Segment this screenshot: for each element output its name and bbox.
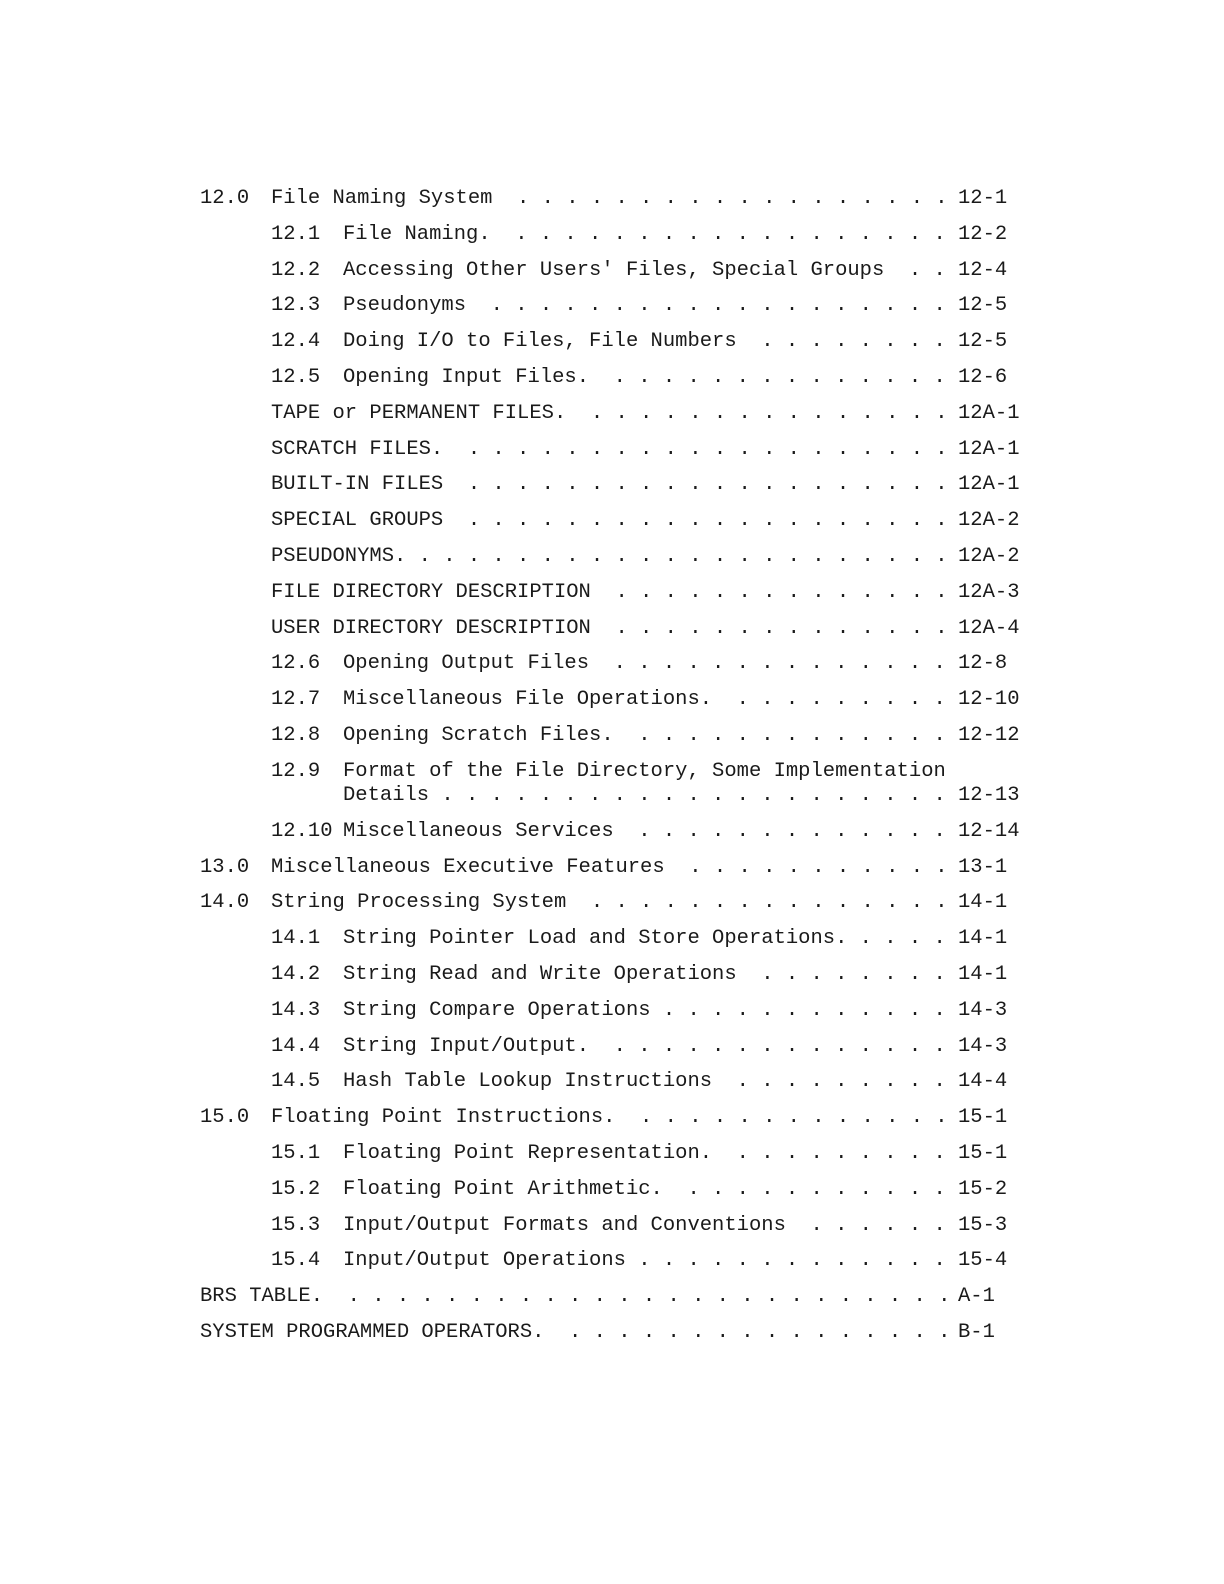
section-title: SPECIAL GROUPS . . . bbox=[271, 503, 952, 539]
table-of-contents bbox=[0, 181, 1224, 1351]
section-title: Input/Output Operations . . . bbox=[343, 1243, 952, 1279]
page-number: 14-4 bbox=[958, 1070, 1008, 1094]
section-title: SCRATCH FILES. . . . bbox=[271, 432, 952, 468]
toc-entry-special-groups bbox=[0, 503, 1224, 539]
section-title: Hash Table Lookup Instructions . . . bbox=[343, 1064, 952, 1100]
section-number: 12.1 bbox=[271, 222, 321, 246]
page-number: 15-2 bbox=[958, 1177, 1008, 1201]
section-number: 14.1 bbox=[271, 927, 321, 951]
section-number: 15.1 bbox=[271, 1141, 321, 1165]
toc-entry-14-5 bbox=[0, 1064, 1224, 1100]
section-number: 12.6 bbox=[271, 652, 321, 676]
section-number: 12.0 bbox=[200, 187, 250, 210]
section-number: 12.2 bbox=[271, 258, 321, 282]
toc-entry-user-directory-description bbox=[0, 611, 1224, 647]
toc-entry-15-3 bbox=[0, 1208, 1224, 1244]
page-number: 14-1 bbox=[958, 891, 1008, 915]
page-number: 15-1 bbox=[958, 1141, 1008, 1165]
page-number: 14-1 bbox=[958, 927, 1008, 951]
toc-entry-12-10 bbox=[0, 814, 1224, 850]
toc-entry-tape-permanent-files bbox=[0, 396, 1224, 432]
section-title: File Naming System . . . bbox=[271, 181, 952, 217]
section-title: Doing I/O to Files, File Numbers . . . bbox=[343, 324, 952, 360]
section-number: 15.4 bbox=[271, 1249, 321, 1273]
toc-entry-12-4 bbox=[0, 324, 1224, 360]
page-number: 12-6 bbox=[958, 365, 1008, 389]
section-number: 12.8 bbox=[271, 723, 321, 747]
section-number: 15.2 bbox=[271, 1177, 321, 1201]
page-number: B-1 bbox=[958, 1320, 995, 1344]
section-number: 15.3 bbox=[271, 1213, 321, 1237]
toc-entry-12-9 bbox=[0, 754, 1224, 814]
page-number: 12A-1 bbox=[958, 401, 1020, 425]
toc-entry-14-4 bbox=[0, 1029, 1224, 1065]
page-number: 12A-2 bbox=[958, 509, 1020, 533]
page-number: 12A-1 bbox=[958, 473, 1020, 497]
section-title: Opening Scratch Files. . . . bbox=[343, 718, 952, 754]
section-number: 14.3 bbox=[271, 998, 321, 1022]
section-title: Floating Point Representation. . . . bbox=[343, 1136, 952, 1172]
page-number: 12-10 bbox=[958, 688, 1020, 712]
page-number: 12-4 bbox=[958, 258, 1008, 282]
section-title: USER DIRECTORY DESCRIPTION . . . bbox=[271, 611, 952, 647]
section-number: 13.0 bbox=[200, 855, 250, 879]
toc-entry-12-3 bbox=[0, 288, 1224, 324]
section-title: Accessing Other Users' Files, Special Groups . . . bbox=[343, 253, 952, 289]
section-number: 14.0 bbox=[200, 891, 250, 915]
section-title: FILE DIRECTORY DESCRIPTION . . . bbox=[271, 575, 952, 611]
section-title: Pseudonyms . . . bbox=[343, 288, 952, 324]
section-number: 12.7 bbox=[271, 688, 321, 712]
page-number: 12-1 bbox=[958, 187, 1008, 210]
toc-entry-12-5 bbox=[0, 360, 1224, 396]
section-title: Floating Point Arithmetic. . . . bbox=[343, 1172, 952, 1208]
page-number: 12-12 bbox=[958, 723, 1020, 747]
page-number: 12-5 bbox=[958, 330, 1008, 354]
toc-entry-15-1 bbox=[0, 1136, 1224, 1172]
toc-entry-12-1 bbox=[0, 217, 1224, 253]
page-number: 12A-2 bbox=[958, 544, 1020, 568]
toc-entry-15-2 bbox=[0, 1172, 1224, 1208]
page-number: 12-8 bbox=[958, 652, 1008, 676]
toc-entry-15-0 bbox=[0, 1100, 1224, 1136]
section-title: String Compare Operations . . . bbox=[343, 993, 952, 1029]
section-number: 12.4 bbox=[271, 330, 321, 354]
toc-entry-14-2 bbox=[0, 957, 1224, 993]
page-number: 15-1 bbox=[958, 1106, 1008, 1130]
page-number: 15-3 bbox=[958, 1213, 1008, 1237]
toc-entry-14-1 bbox=[0, 921, 1224, 957]
section-title: Opening Input Files. . . . bbox=[343, 360, 952, 396]
section-number: 14.5 bbox=[271, 1070, 321, 1094]
page-number: 12-5 bbox=[958, 294, 1008, 318]
toc-entry-brs-table bbox=[0, 1279, 1224, 1315]
toc-entry-12-6 bbox=[0, 646, 1224, 682]
toc-entry-pseudonyms-caps bbox=[0, 539, 1224, 575]
toc-entry-14-3 bbox=[0, 993, 1224, 1029]
page-number: 12A-4 bbox=[958, 616, 1020, 640]
page-number: 14-3 bbox=[958, 1034, 1008, 1058]
toc-entry-13-0 bbox=[0, 850, 1224, 886]
section-title: Format of the File Directory, Some Implementation Details . . . bbox=[343, 754, 952, 808]
page-number: 14-3 bbox=[958, 998, 1008, 1022]
toc-entry-file-directory-description bbox=[0, 575, 1224, 611]
section-title: BUILT-IN FILES . . . bbox=[271, 467, 952, 503]
toc-entry-14-0 bbox=[0, 885, 1224, 921]
page-number: 12A-1 bbox=[958, 437, 1020, 461]
section-title: BRS TABLE. . . . bbox=[200, 1279, 952, 1315]
page-number: 12-14 bbox=[958, 819, 1020, 843]
section-number: 14.4 bbox=[271, 1034, 321, 1058]
section-number: 12.10 bbox=[271, 819, 333, 843]
section-title: String Read and Write Operations . . . bbox=[343, 957, 952, 993]
section-title: SYSTEM PROGRAMMED OPERATORS. . . . bbox=[200, 1315, 952, 1351]
section-number: 12.9 bbox=[271, 759, 321, 783]
section-number: 15.0 bbox=[200, 1106, 250, 1130]
section-number: 12.5 bbox=[271, 365, 321, 389]
section-title: String Pointer Load and Store Operations. . . . bbox=[343, 921, 952, 957]
page-number: 12-2 bbox=[958, 222, 1008, 246]
page-number: A-1 bbox=[958, 1285, 995, 1309]
section-title: PSEUDONYMS. . . . bbox=[271, 539, 952, 575]
section-title: Opening Output Files . . . bbox=[343, 646, 952, 682]
page-number: 15-4 bbox=[958, 1249, 1008, 1273]
page-number: 12A-3 bbox=[958, 580, 1020, 604]
page-number: 14-1 bbox=[958, 962, 1008, 986]
section-title: Miscellaneous File Operations. . . . bbox=[343, 682, 952, 718]
section-title: String Processing System . . . bbox=[271, 885, 952, 921]
toc-entry-scratch-files bbox=[0, 432, 1224, 468]
page-number: 12-13 bbox=[958, 783, 1020, 807]
section-title: Miscellaneous Services . . . bbox=[343, 814, 952, 850]
toc-entry-12-0 bbox=[0, 181, 1224, 217]
section-title: Miscellaneous Executive Features . . . bbox=[271, 850, 952, 886]
toc-entry-built-in-files bbox=[0, 467, 1224, 503]
page-number: 13-1 bbox=[958, 855, 1008, 879]
section-title: File Naming. . . . bbox=[343, 217, 952, 253]
toc-entry-15-4 bbox=[0, 1243, 1224, 1279]
section-number: 12.3 bbox=[271, 294, 321, 318]
section-number: 14.2 bbox=[271, 962, 321, 986]
section-title: Input/Output Formats and Conventions . . . bbox=[343, 1208, 952, 1244]
section-title: String Input/Output. . . . bbox=[343, 1029, 952, 1065]
toc-entry-12-2 bbox=[0, 253, 1224, 289]
section-title: TAPE or PERMANENT FILES. . . . bbox=[271, 396, 952, 432]
toc-entry-system-programmed-operators bbox=[0, 1315, 1224, 1351]
section-title: Floating Point Instructions. . . . bbox=[271, 1100, 952, 1136]
toc-entry-12-8 bbox=[0, 718, 1224, 754]
toc-entry-12-7 bbox=[0, 682, 1224, 718]
